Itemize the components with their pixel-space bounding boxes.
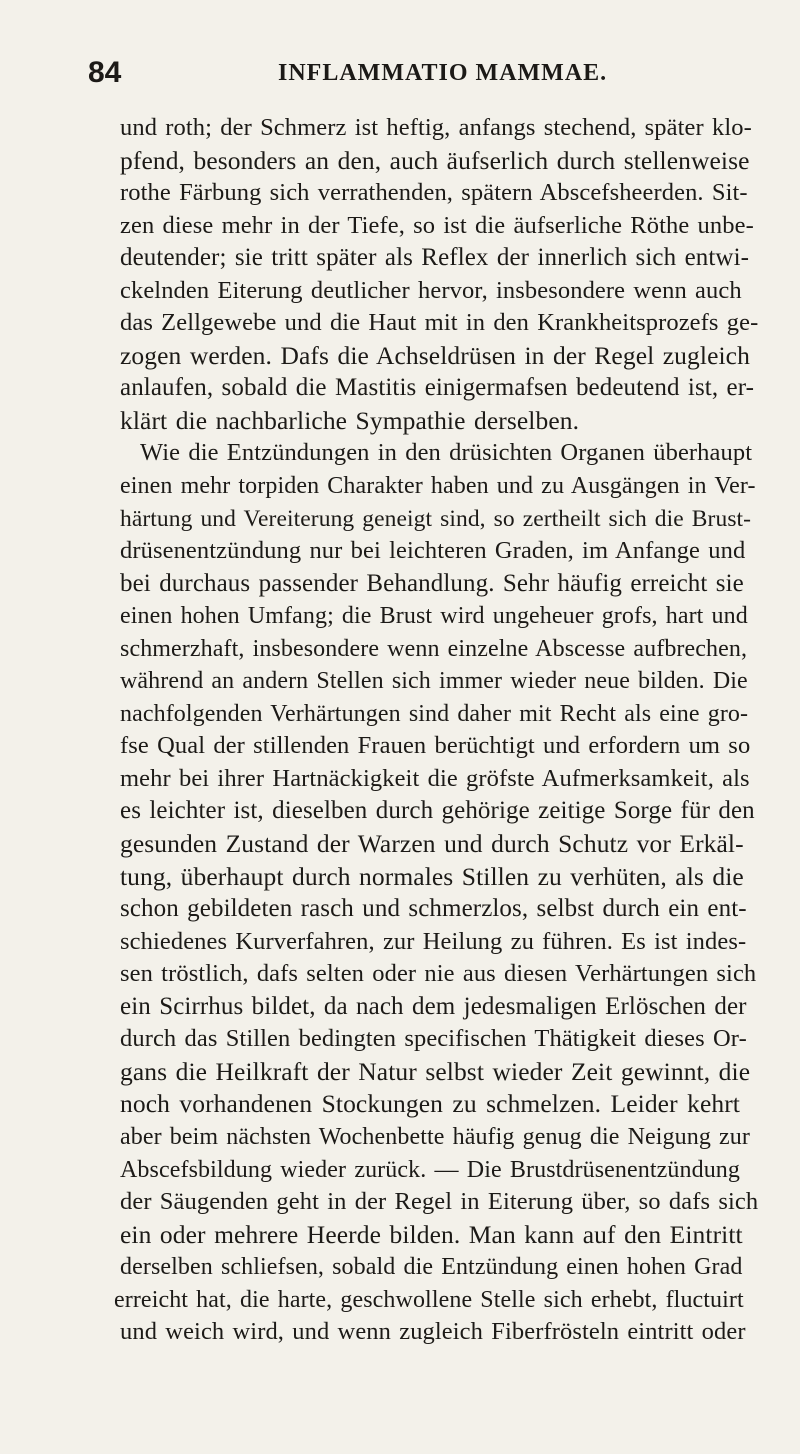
paragraph-start-line: Wie die Entzündungen in den drüsichten Organen überhaupt (140, 439, 753, 467)
text-line: schiedenes Kurverfahren, zur Heilung zu führen. Es ist indes- (120, 927, 747, 955)
text-line: tung, überhaupt durch normales Stillen zu verhüten, als die (120, 861, 744, 891)
text-line: deutender; sie tritt später als Reflex der innerlich sich entwi- (120, 244, 750, 272)
text-line: ein oder mehrere Heerde bilden. Man kann auf den Eintritt (120, 1219, 743, 1249)
text-line: sen tröstlich, dafs selten oder nie aus diesen Verhärtungen sich (120, 960, 757, 988)
text-line: aber beim nächsten Wochenbette häufig genug die Neigung zur (120, 1123, 750, 1150)
text-line: klärt die nachbarliche Sympathie derselben. (120, 405, 580, 435)
text-line: gesunden Zustand der Warzen und durch Schutz vor Erkäl- (120, 829, 744, 859)
page-number: 84 (88, 56, 122, 89)
text-line: erreicht hat, die harte, geschwollene Stelle sich erhebt, fluctuirt (114, 1286, 744, 1313)
text-line: anlaufen, sobald die Mastitis einigermafsen bedeutend ist, er- (120, 374, 755, 402)
page-header (88, 56, 728, 92)
text-line: und weich wird, und wenn zugleich Fiberfrösteln eintritt oder (120, 1318, 746, 1346)
text-line: und roth; der Schmerz ist heftig, anfangs stechend, später klo- (120, 114, 752, 141)
text-line: während an andern Stellen sich immer wieder neue bilden. Die (120, 668, 748, 695)
text-line: ein Scirrhus bildet, da nach dem jedesmaligen Erlöschen der (120, 992, 747, 1020)
text-line: härtung und Vereiterung geneigt sind, so zertheilt sich die Brust- (120, 505, 752, 532)
text-line: zen diese mehr in der Tiefe, so ist die äufserliche Röthe unbe- (120, 211, 754, 239)
text-line: ckelnden Eiterung deutlicher hervor, insbesondere wenn auch (120, 276, 742, 304)
text-line: derselben schliefsen, sobald die Entzündung einen hohen Grad (120, 1254, 743, 1281)
text-line: durch das Stillen bedingten specifischen Thätigkeit dieses Or- (120, 1025, 747, 1053)
body-text (114, 112, 759, 1349)
text-line: mehr bei ihrer Hartnäckigkeit die gröfste Aufmerksamkeit, als (120, 764, 750, 792)
text-line: das Zellgewebe und die Haut mit in den Krankheitsprozefs ge- (120, 309, 759, 337)
text-line: drüsenentzündung nur bei leichteren Graden, im Anfange und (120, 537, 746, 565)
text-line: rothe Färbung sich verrathenden, spätern Abscefsheerden. Sit- (120, 179, 748, 207)
text-line: es leichter ist, dieselben durch gehörige zeitige Sorge für den (120, 797, 755, 825)
text-line: Abscefsbildung wieder zurück. — Die Brustdrüsenentzündung (120, 1156, 740, 1183)
text-line: der Säugenden geht in der Regel in Eiterung über, so dafs sich (120, 1188, 759, 1216)
text-line: einen mehr torpiden Charakter haben und zu Ausgängen in Ver- (120, 473, 756, 500)
running-head: INFLAMMATIO MAMMAE. (278, 60, 608, 86)
text-line: schmerzhaft, insbesondere wenn einzelne Abscesse aufbrechen, (120, 635, 748, 662)
text-line: fse Qual der stillenden Frauen berüchtigt und erfordern um so (120, 732, 751, 760)
text-line: gans die Heilkraft der Natur selbst wieder Zeit gewinnt, die (120, 1056, 751, 1086)
text-line: schon gebildeten rasch und schmerzlos, selbst durch ein ent- (120, 895, 747, 923)
text-line: nachfolgenden Verhärtungen sind daher mit Recht als eine gro- (120, 700, 749, 727)
text-line: zogen werden. Dafs die Achseldrüsen in der Regel zugleich (120, 340, 750, 370)
text-line: pfend, besonders an den, auch äufserlich durch stellenweise (120, 145, 750, 175)
text-line: einen hohen Umfang; die Brust wird ungeheuer grofs, hart und (120, 603, 748, 630)
text-line: noch vorhandenen Stockungen zu schmelzen. Leider kehrt (120, 1089, 740, 1119)
text-line: bei durchaus passender Behandlung. Sehr häufig erreicht sie (120, 569, 744, 597)
